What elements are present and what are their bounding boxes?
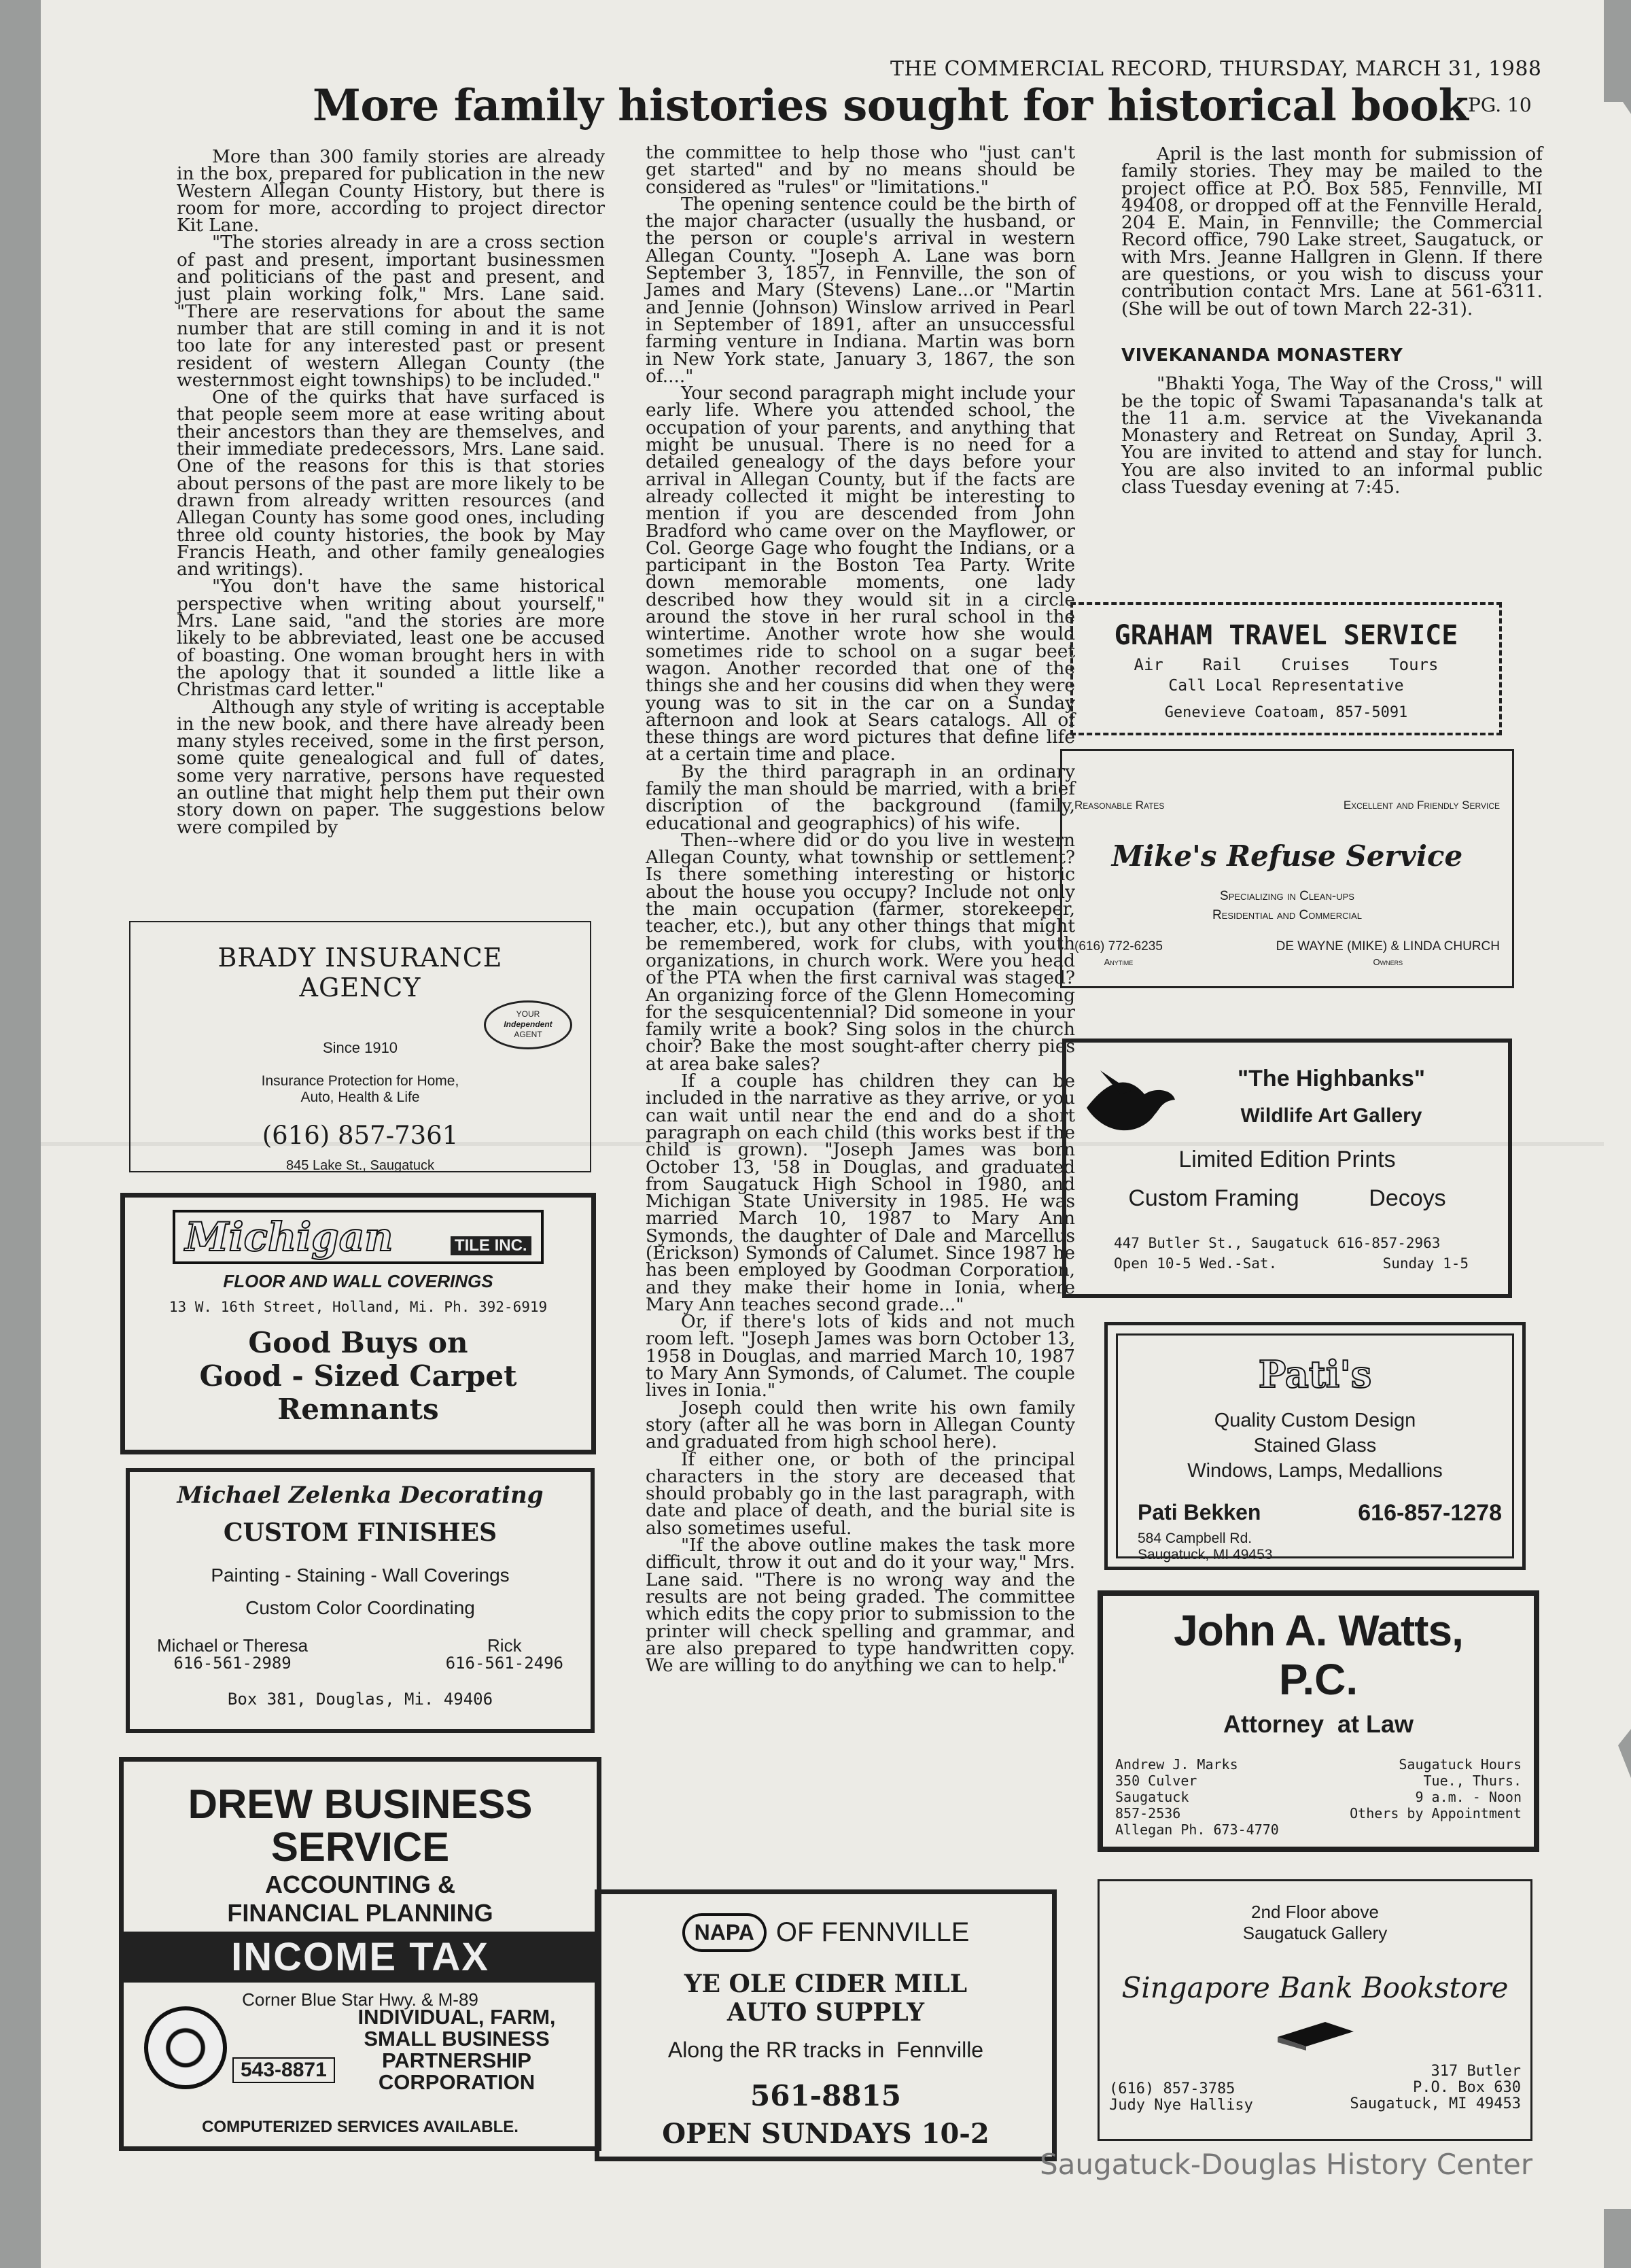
ad-phone: (616) 857-7361 [262, 1121, 459, 1150]
ad-text: 2nd Floor above [1251, 1902, 1379, 1922]
ad-text: 350 Culver [1115, 1773, 1197, 1789]
ad-title: "The Highbanks" [1238, 1066, 1425, 1092]
masthead: THE COMMERCIAL RECORD, THURSDAY, MARCH 31, 1988 [890, 57, 1542, 81]
ad-title: SERVICE [270, 1824, 450, 1870]
ad-text: Decoys [1369, 1185, 1446, 1211]
ad-text: Specializing in Clean-ups [1220, 889, 1354, 903]
paragraph: More than 300 family stories are already in the box, prepared for publication in the new Western Allegan County History, but there is room for more, according to project director Kit Lane. [177, 146, 605, 237]
income-tax-banner: INCOME TAX [124, 1932, 597, 1983]
ad-address: 584 Campbell Rd. [1138, 1531, 1252, 1546]
ad-address: Saugatuck, MI 49453 [1350, 2095, 1521, 2112]
ad-phone: 616-561-2989 [173, 1654, 292, 1673]
ad-text: Residential and Commercial [1212, 908, 1363, 922]
ad-zelenka-decorating [126, 1468, 595, 1733]
ad-text: Saugatuck Gallery [1242, 1923, 1388, 1943]
ad-title: Mike's Refuse Service [1111, 839, 1463, 873]
paragraph: "You don't have the same historical perspective when writing about yourself," Mrs. Lane said, "and the stories are more likely to be abbreviated, least one be accused of boasting. One woman brought hers in with the apology that it sounded a little like a Christmas card letter." [177, 576, 605, 701]
ad-text: Tue., Thurs. [1423, 1773, 1522, 1789]
ad-contact-left [1115, 1756, 1279, 1838]
paragraph: One of the quirks that have surfaced is that people seem more at ease writing about their ancestors than they are themselves, and their immediate predecessors, Mrs. Lane said. One of the reasons for this is that stories about persons of the past are more likely to be drawn from already written resources (and Allegan County has some good ones, including three old county histories, the book by May Francis Heath, and other family genealogies and writings). [177, 387, 605, 580]
ad-graham-travel [1070, 602, 1502, 735]
logo-text: Michigan [185, 1214, 393, 1260]
ad-contact-right [446, 1637, 563, 1672]
ad-text: Anytime [1104, 957, 1134, 967]
vivekananda-heading: VIVEKANANDA MONASTERY [1121, 345, 1403, 366]
ad-title: GRAHAM TRAVEL SERVICE [1114, 620, 1458, 651]
torn-edge [1604, 102, 1631, 2209]
ad-title: YE OLE CIDER MILL [684, 1970, 968, 1998]
paragraph: By the third paragraph in an ordinary family the man should be married, with a brief discription of the background (family, educational and geographics) of his wife. [646, 761, 1075, 834]
agent-badge [484, 1000, 572, 1049]
ad-phone: 561-8815 [750, 2079, 901, 2112]
ad-text: INDIVIDUAL, FARM, [357, 2005, 556, 2029]
ad-text: Andrew J. Marks [1115, 1756, 1238, 1773]
ad-subtitle: Wildlife Art Gallery [1240, 1104, 1422, 1127]
ad-text: 9 a.m. - Noon [1415, 1789, 1522, 1805]
ad-text: 857-2536 [1115, 1805, 1181, 1821]
ad-napa-fennville [595, 1889, 1057, 2161]
paragraph: Although any style of writing is acceptable in the new book, and there have already been many styles received, some in the first person, some quite genealogical and full of dates, some very narrative, persons have requested an outline that might help them put their own story down on paper. The suggestions below were compiled by [177, 696, 605, 838]
ad-text: Michael or Theresa [157, 1635, 309, 1656]
ad-contact-left [1109, 2063, 1253, 2114]
paragraph: The opening sentence could be the birth of the major character (usually the husband, or the person or couple's arrival in western Allegan County. "Joseph A. Lane was born September 3, 1857, in Fennville, the son of James and Mary (Stevens) Lane...or "Martin and Jennie (Johnson) Winslow arrived in Pearl in September of 1891, after an unsuccessful farming venture in Indiana. Martin was born in New York state, January 3, 1867, the son of...." [646, 193, 1075, 387]
ad-text: Open 10-5 Wed.-Sat. [1114, 1255, 1278, 1272]
paragraph: April is the last month for submission of family stories. They may be mailed to the project office at P.O. Box 585, Fennville, MI 49408, or dropped off at the Fennville Herald, 204 E. Main, in Fennville; the Commercial Record office, 790 Lake street, Saugatuck, or with Mrs. Jeanne Hallgren in Glenn. If there are questions, or you wish to discuss your contribution contact Mrs. Lane at 561-6311. (She will be out of town March 22-31). [1121, 143, 1543, 319]
article-column-2 [646, 142, 1075, 1677]
ad-phone: 616-561-2496 [445, 1654, 563, 1673]
ad-text: Excellent and Friendly Service [1343, 799, 1500, 812]
ad-contact-right [1350, 2063, 1521, 2114]
ad-john-watts [1098, 1590, 1539, 1852]
ad-text: Remnants [277, 1393, 439, 1426]
ad-subtitle: Attorney at Law [1223, 1710, 1414, 1738]
ad-address: P.O. Box 630 [1413, 2079, 1521, 2096]
ad-text: Owners [1373, 957, 1403, 967]
badge-text: YOUR [516, 1009, 540, 1019]
paragraph: Then--where did or do you live in western Allegan County, what township or settlement? Is there something interesting or historic about the house you occupy? Include not only the main occupation (farmer, storekeeper, teacher, etc.), but any other things that might be remembered, work for clubs, with youth organizations, in church work. Were you head of the PTA when the first carnival was staged? An organizing force of the Glenn Homecoming for the sesquicentennial? Did someone in your family write a book? Sing solos in the church choir? Bake the most sought-after cherry pies at area bake sales? [646, 829, 1075, 1075]
ad-text: Stained Glass [1253, 1435, 1377, 1456]
ad-address: Saugatuck, MI 49453 [1138, 1547, 1273, 1563]
ad-address: 447 Butler St., Saugatuck 616-857-2963 [1114, 1235, 1441, 1251]
ad-mikes-refuse [1060, 749, 1514, 988]
paragraph: Joseph could then write his own family story (after all he was born in Allegan County and graduated from high school here). [646, 1397, 1075, 1453]
ad-title: Singapore Bank Bookstore [1121, 1971, 1509, 2004]
ad-owner: Judy Nye Hallisy [1109, 2097, 1253, 2114]
badge-text: AGENT [514, 1030, 542, 1039]
ad-text: Saugatuck Hours [1399, 1756, 1522, 1773]
ad-text: Good - Sized Carpet [199, 1359, 517, 1393]
ad-owner: Pati Bekken [1138, 1500, 1261, 1524]
ad-brady-insurance [129, 921, 591, 1172]
ad-subtitle: CUSTOM FINISHES [223, 1518, 497, 1547]
ad-phone: 616-857-1278 [1358, 1500, 1502, 1526]
paragraph: "The stories already in are a cross section of past and present, important businessmen and politicians of the past and present, and just plain working folk," Mrs. Lane said. "There are reservations for about the same number that are still coming in and it is not too late for any interested past or present resident of western Allegan County (the westernmost eight townships) to be included." [177, 232, 605, 391]
ad-address: Corner Blue Star Hwy. & M-89 [242, 1989, 478, 2010]
phone-number: (616) 772-6235 [1074, 939, 1163, 954]
ad-text: Sunday 1-5 [1382, 1255, 1469, 1272]
ad-text: Along the RR tracks in Fennville [667, 2038, 984, 2062]
ad-owners [1276, 939, 1500, 969]
ad-title: AGENCY [299, 973, 421, 1002]
ad-text: Insurance Protection for Home, [261, 1073, 459, 1089]
ad-text: Reasonable Rates [1074, 799, 1165, 812]
paragraph: the committee to help those who "just can't get started" and by no means should be considered as "rules" or "limitations." [646, 142, 1075, 198]
ad-text: FINANCIAL PLANNING [227, 1899, 493, 1927]
ad-rep: Genevieve Coatoam, 857-5091 [1164, 704, 1408, 721]
ad-text: Windows, Lamps, Medallions [1187, 1460, 1443, 1482]
ad-text: DE WAYNE (MIKE) & LINDA CHURCH [1276, 939, 1500, 954]
ad-title: Pati's [1258, 1353, 1372, 1396]
ad-services-list [328, 2006, 586, 2093]
logo-text: TILE INC. [451, 1236, 531, 1255]
ad-footer: COMPUTERIZED SERVICES AVAILABLE. [202, 2118, 519, 2136]
ad-text: Custom Color Coordinating [245, 1597, 475, 1618]
ad-phone: 543-8871 [232, 2057, 335, 2083]
ad-contact-left [157, 1637, 308, 1672]
ad-michigan-tile [120, 1193, 596, 1454]
ad-address: 845 Lake St., Saugatuck [286, 1158, 434, 1173]
newspaper-page [41, 0, 1604, 2268]
duck-icon [1080, 1067, 1182, 1149]
article-column-3 [1121, 143, 1543, 498]
paragraph: If either one, or both of the principal characters in the story are deceased that should probably go in the last paragraph, with date and place of death, and the burial site is also sometimes useful. [646, 1448, 1075, 1539]
ad-title: OF FENNVILLE [775, 1917, 970, 1947]
ad-text: Rick [487, 1635, 522, 1656]
ad-contact-right [1350, 1756, 1522, 1838]
ad-phone [1074, 939, 1163, 969]
ad-title: BRADY INSURANCE [217, 943, 503, 973]
vivekananda-paragraph: "Bhakti Yoga, The Way of the Cross," will be the topic of Swami Tapasananda's talk at the 11 a.m. service at the Vivekananda Monastery and Retreat on Sunday, April 3. You are invited to attend and stay for lunch. You are also invited to an informal public class Tuesday evening at 7:45. [1121, 373, 1543, 498]
ad-text: Auto, Health & Life [300, 1089, 420, 1105]
ad-text: Others by Appointment [1350, 1805, 1522, 1821]
ad-text: Since 1910 [322, 1039, 398, 1056]
headline: More family histories sought for historical book [313, 80, 1469, 131]
ad-text: ACCOUNTING & [265, 1870, 455, 1898]
ad-text: Painting - Staining - Wall Coverings [211, 1565, 510, 1586]
michigan-tile-logo [173, 1210, 543, 1264]
ad-address: 13 W. 16th Street, Holland, Mi. Ph. 392-6919 [169, 1299, 548, 1315]
ad-text: Limited Edition Prints [1178, 1147, 1396, 1172]
paragraph: "If the above outline makes the task more difficult, throw it out and do it your way," Mrs. Lane said. "There is no wrong way and the results are not being graded. The committee which edits the copy prior to submission to the printer will check spelling and grammar, and are also prepared to type handwritten copy. We are willing to do anything we can to help." [646, 1535, 1075, 1677]
ad-text: CORPORATION [378, 2070, 536, 2094]
badge-text: Independent [504, 1019, 553, 1029]
ad-title: John A. Watts, [1174, 1606, 1463, 1655]
ad-drew-business [119, 1757, 601, 2151]
ad-text: SMALL BUSINESS [364, 2027, 550, 2051]
watermark-credit: Saugatuck-Douglas History Center [1040, 2148, 1533, 2181]
ad-highbanks [1062, 1039, 1512, 1298]
ad-text: Good Buys on [248, 1326, 468, 1359]
rotary-phone-icon [144, 2006, 227, 2089]
ad-text: Custom Framing [1128, 1185, 1299, 1211]
ad-text: Allegan Ph. 673-4770 [1115, 1821, 1279, 1838]
ad-phone: (616) 857-3785 [1109, 2080, 1235, 2097]
ad-address: 317 Butler [1431, 2063, 1521, 2080]
article-column-1 [177, 148, 605, 836]
ad-title: Michael Zelenka Decorating [177, 1482, 544, 1509]
paragraph: Or, if there's lots of kids and not much room left. "Joseph James was born October 13, 1958 in Douglas, and married March 10, 1987 to Mary Ann Symonds, of Calumet. The couple lives in Ionia." [646, 1311, 1075, 1401]
ad-title: P.C. [1278, 1655, 1358, 1704]
napa-logo: NAPA [682, 1913, 767, 1952]
ad-singapore-bank-bookstore [1098, 1879, 1532, 2141]
ad-title: AUTO SUPPLY [726, 1998, 925, 2027]
ad-title: DREW BUSINESS [188, 1781, 533, 1827]
book-icon [1271, 2017, 1359, 2051]
ad-hours: OPEN SUNDAYS 10-2 [662, 2118, 989, 2150]
paragraph: Your second paragraph might include your early life. Where you attended school, the occupation of your parents, and anything that might be unusual. There is no need for a detailed genealogy of the days before your arrival in Allegan County, but if the facts are already collected it might be interesting to mention if you are descended from John Bradford who came over on the Mayflower, or Col. George Gage who fought the Indians, or a participant in the Boston Tea Party. Write down memorable moments, one lady described how they would sit in a circle around the stove in her rural school in the wintertime. Another wrote how she would sometimes ride to school on a sugar beet wagon. Another recorded that one of the things she and her cousins did when they were young was to sit in the car on a Sunday afternoon and look at Sears catalogs. All of these things are word pictures that define life at a certain time and place. [646, 383, 1075, 765]
ad-text: PARTNERSHIP [382, 2048, 531, 2072]
paragraph: If a couple has children they can be included in the narrative as they arrive, or you can wait until near the end and do a short paragraph on each child (this works best if the child is grown). "Joseph James was born October 13, '58 in Douglas, and graduated from Saugatuck High School in 1980, and Michigan State University in 1985. He was married March 10, 1987 to Mary Ann Symonds, the daughter of Dale and Marcellus (Erickson) Symonds of Calumet. Since 1987 he has been employed by Goodman Corporation, and they make their home in Ionia, where Mary Ann teaches second grade..." [646, 1070, 1075, 1315]
ad-patis [1104, 1322, 1526, 1570]
page-number: PG. 10 [1468, 94, 1532, 116]
ad-text: FLOOR AND WALL COVERINGS [223, 1271, 493, 1291]
ad-text: Quality Custom Design [1214, 1410, 1416, 1431]
ad-services: Air Rail Cruises Tours [1134, 655, 1439, 674]
ad-address: Box 381, Douglas, Mi. 49406 [227, 1690, 493, 1709]
ad-line: Call Local Representative [1168, 677, 1404, 695]
ad-text: Saugatuck [1115, 1789, 1189, 1805]
